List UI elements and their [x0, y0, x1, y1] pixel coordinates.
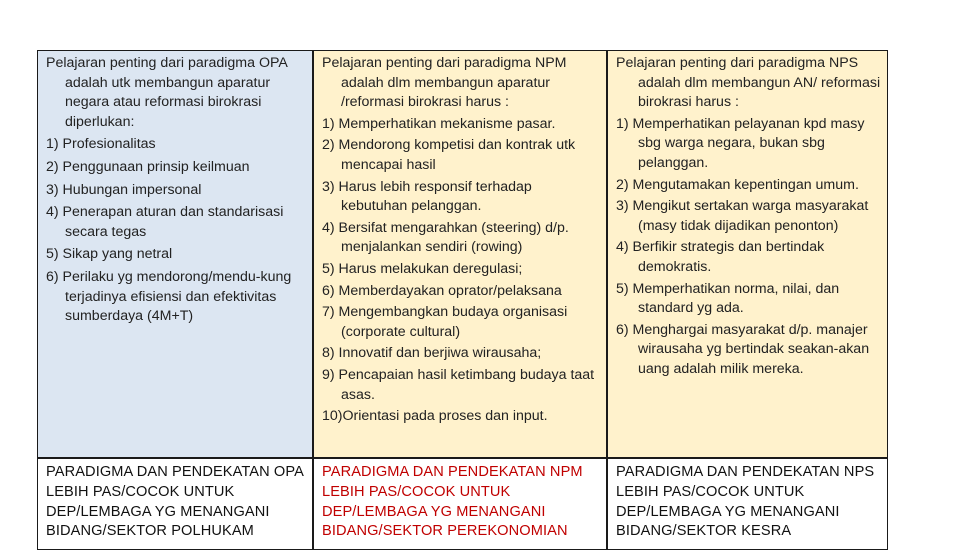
list-item: 3) Hubungan impersonal: [46, 181, 202, 198]
npm-conclusion-cell: [313, 458, 607, 550]
nps-intro: Pelajaran penting dari paradigma NPS adalah dlm membangun AN/ reformasi birokrasi harus :: [616, 55, 881, 111]
list-item: 5) Harus melakukan deregulasi;: [322, 260, 523, 277]
nps-list: [616, 115, 881, 380]
opa-list: [46, 135, 306, 326]
nps-lessons-cell: [607, 50, 888, 458]
opa-lessons-cell: [37, 50, 313, 458]
list-item: 6) Perilaku yg mendorong/mendu-kung terjadinya efisiensi dan efektivitas sumberdaya (4M+T): [46, 268, 292, 325]
opa-intro: Pelajaran penting dari paradigma OPA adalah utk membangun aparatur negara atau reformasi birokrasi diperlukan:: [46, 55, 288, 130]
nps-conclusion-cell: [607, 458, 888, 550]
npm-list: [322, 115, 600, 427]
list-item: 2) Mendorong kompetisi dan kontrak utk mencapai hasil: [322, 137, 576, 173]
list-item: 10)Orientasi pada proses dan input.: [322, 408, 548, 425]
list-item: 1) Memperhatikan pelayanan kpd masy sbg warga negara, bukan sbg pelanggan.: [616, 115, 865, 171]
npm-conclusion: PARADIGMA DAN PENDEKATAN NPM LEBIH PAS/COCOK UNTUK DEP/LEMBAGA YG MENANGANI BIDANG/SEKTOR PEREKONOMIAN: [322, 464, 583, 540]
list-item: 7) Mengembangkan budaya organisasi (corporate cultural): [322, 304, 568, 340]
list-item: 4) Berfikir strategis dan bertindak demokratis.: [616, 239, 825, 275]
npm-intro: Pelajaran penting dari paradigma NPM adalah dlm membangun aparatur /reformasi birokrasi harus :: [322, 55, 567, 111]
list-item: 2) Mengutamakan kepentingan umum.: [616, 176, 859, 193]
list-item: 4) Bersifat mengarahkan (steering) d/p. menjalankan sendiri (rowing): [322, 219, 569, 256]
opa-conclusion: PARADIGMA DAN PENDEKATAN OPA LEBIH PAS/COCOK UNTUK DEP/LEMBAGA YG MENANGANI BIDANG/SEKTOR POLHUKAM: [46, 464, 304, 540]
list-item: 5) Memperhatikan norma, nilai, dan standard yg ada.: [616, 280, 840, 317]
list-item: 3) Mengikut sertakan warga masyarakat (masy tidak dijadikan penonton): [616, 198, 869, 234]
list-item: 4) Penerapan aturan dan standarisasi secara tegas: [46, 204, 284, 240]
list-item: 2) Penggunaan prinsip keilmuan: [46, 158, 250, 175]
list-item: 6) Memberdayakan oprator/pelaksana: [322, 282, 562, 299]
list-item: 6) Menghargai masyarakat d/p. manajer wirausaha yg bertindak seakan-akan uang adalah milik mereka.: [616, 321, 870, 377]
npm-lessons-cell: [313, 50, 607, 458]
paradigm-table: [37, 50, 888, 550]
opa-conclusion-cell: [37, 458, 313, 550]
list-item: 3) Harus lebih responsif terhadap kebutuhan pelanggan.: [322, 178, 532, 215]
list-item: 9) Pencapaian hasil ketimbang budaya taat asas.: [322, 366, 595, 403]
list-item: 1) Memperhatikan mekanisme pasar.: [322, 115, 556, 132]
nps-conclusion: PARADIGMA DAN PENDEKATAN NPS LEBIH PAS/COCOK UNTUK DEP/LEMBAGA YG MENANGANI BIDANG/SEKTOR KESRA: [616, 464, 875, 540]
list-item: 5) Sikap yang netral: [46, 246, 173, 263]
list-item: 1) Profesionalitas: [46, 136, 156, 153]
list-item: 8) Innovatif dan berjiwa wirausaha;: [322, 345, 542, 362]
